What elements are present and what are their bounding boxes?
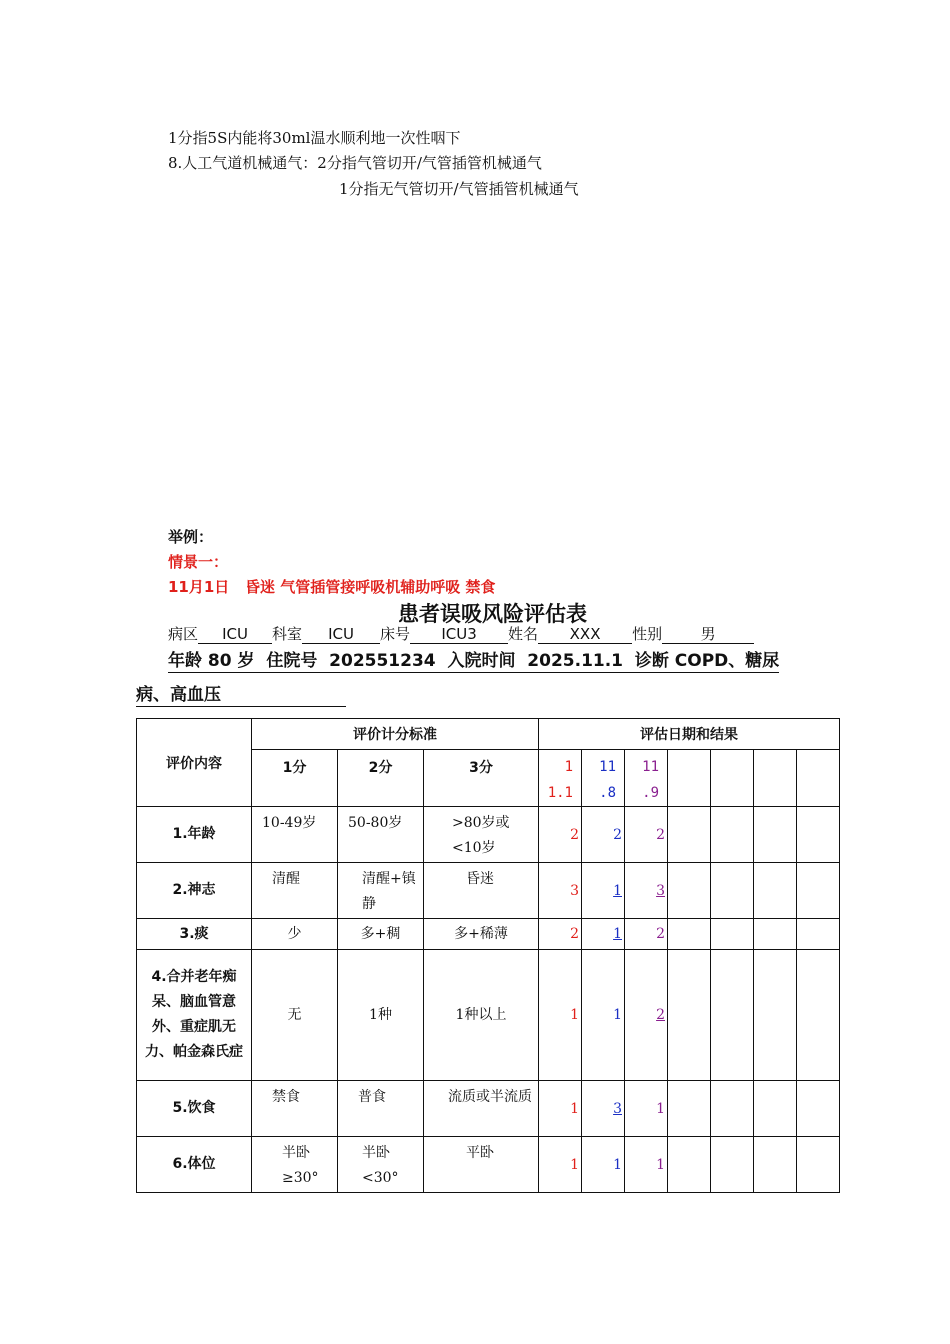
scene-label: 情景一： <box>168 553 229 571</box>
form-title: 患者误吸风险评估表 <box>398 602 587 626</box>
empty-score-cell <box>668 950 711 1081</box>
criteria-3: 多+稀薄 <box>424 919 539 950</box>
criteria-2: 1种 <box>338 950 424 1081</box>
criteria-1: 少 <box>252 919 338 950</box>
score-header-3: 3分 <box>424 750 539 807</box>
example-label: 举例： <box>168 528 214 546</box>
scenario-text: 11月1日 昏迷 气管插管接呼吸机辅助呼吸 禁食 <box>168 578 496 596</box>
row-label-consciousness: 2.神志 <box>137 863 252 919</box>
table-row <box>137 863 840 919</box>
criteria-1: 禁食 <box>252 1081 338 1137</box>
empty-score-cell <box>797 1137 840 1193</box>
score-2: 1 <box>582 1137 625 1193</box>
empty-score-cell <box>754 863 797 919</box>
score-3: 3 <box>625 863 668 919</box>
empty-score-cell <box>668 919 711 950</box>
criteria-1: 无 <box>252 950 338 1081</box>
score-3: 2 <box>625 807 668 863</box>
score-2: 1 <box>582 950 625 1081</box>
empty-score-cell <box>711 1137 754 1193</box>
ward-label: 病区 <box>168 625 199 643</box>
assessment-table <box>136 718 840 1193</box>
name-value: XXX <box>538 625 632 644</box>
date-3-bottom: .9 <box>642 785 659 801</box>
empty-date-cell <box>797 750 840 807</box>
empty-score-cell <box>797 919 840 950</box>
table-row <box>137 950 840 1081</box>
score-2: 1 <box>582 919 625 950</box>
date-3-top: 11 <box>642 759 659 775</box>
criteria-3: 平卧 <box>424 1137 539 1193</box>
standard-header: 评价计分标准 <box>252 719 539 750</box>
row-label-position: 6.体位 <box>137 1137 252 1193</box>
score-1: 1 <box>539 950 582 1081</box>
date-1-bottom: 1.1 <box>547 785 573 801</box>
info-line-1 <box>168 623 754 644</box>
empty-date-cell <box>668 750 711 807</box>
score-3: 1 <box>625 1081 668 1137</box>
table-row <box>137 1081 840 1137</box>
score-1: 2 <box>539 807 582 863</box>
score-1: 1 <box>539 1081 582 1137</box>
empty-score-cell <box>797 1081 840 1137</box>
criteria-2: 半卧<30° <box>338 1137 424 1193</box>
criteria-2: 50-80岁 <box>338 807 424 863</box>
table-row <box>137 919 840 950</box>
empty-score-cell <box>797 807 840 863</box>
criteria-2: 清醒+镇静 <box>338 863 424 919</box>
row-label-sputum: 3.痰 <box>137 919 252 950</box>
intro-line-2: 8.人工气道机械通气：2分指气管切开/气管插管机械通气 <box>168 154 542 172</box>
name-label: 姓名 <box>508 625 539 643</box>
empty-date-cell <box>754 750 797 807</box>
criteria-2: 普食 <box>338 1081 424 1137</box>
empty-date-cell <box>711 750 754 807</box>
empty-score-cell <box>754 1137 797 1193</box>
empty-score-cell <box>711 919 754 950</box>
criteria-3: 1种以上 <box>424 950 539 1081</box>
result-header: 评估日期和结果 <box>539 719 840 750</box>
content-header: 评价内容 <box>137 719 252 807</box>
row-label-diet: 5.饮食 <box>137 1081 252 1137</box>
date-cell-2 <box>582 750 625 807</box>
bed-label: 床号 <box>380 625 411 643</box>
score-1: 3 <box>539 863 582 919</box>
empty-score-cell <box>668 1081 711 1137</box>
dept-value: ICU <box>302 625 380 644</box>
ward-value: ICU <box>198 625 272 644</box>
empty-score-cell <box>754 807 797 863</box>
score-3: 1 <box>625 1137 668 1193</box>
score-2: 3 <box>582 1081 625 1137</box>
criteria-1: 半卧≥30° <box>252 1137 338 1193</box>
info-line-2: 年龄 80 岁 住院号 202551234 入院时间 2025.11.1 诊断 COPD、糖尿 <box>168 651 780 671</box>
score-2: 2 <box>582 807 625 863</box>
empty-score-cell <box>668 807 711 863</box>
intro-line-1: 1分指5S内能将30ml温水顺利地一次性咽下 <box>168 129 461 147</box>
table-row <box>137 1137 840 1193</box>
empty-score-cell <box>754 950 797 1081</box>
bed-value: ICU3 <box>410 625 508 644</box>
sex-value: 男 <box>662 625 754 644</box>
empty-score-cell <box>754 919 797 950</box>
criteria-3: 流质或半流质 <box>424 1081 539 1137</box>
criteria-3: 昏迷 <box>424 863 539 919</box>
score-2: 1 <box>582 863 625 919</box>
empty-score-cell <box>797 950 840 1081</box>
empty-score-cell <box>797 863 840 919</box>
score-1: 1 <box>539 1137 582 1193</box>
date-2-bottom: .8 <box>599 785 616 801</box>
criteria-1: 清醒 <box>252 863 338 919</box>
date-cell-3 <box>625 750 668 807</box>
score-1: 2 <box>539 919 582 950</box>
date-1-top: 1 <box>564 759 573 775</box>
score-3: 2 <box>625 950 668 1081</box>
empty-score-cell <box>668 863 711 919</box>
date-cell-1 <box>539 750 582 807</box>
empty-score-cell <box>711 950 754 1081</box>
empty-score-cell <box>711 863 754 919</box>
info-line-3: 病、高血压 <box>136 685 346 707</box>
score-3: 2 <box>625 919 668 950</box>
empty-score-cell <box>668 1137 711 1193</box>
row-label-age: 1.年龄 <box>137 807 252 863</box>
empty-score-cell <box>754 1081 797 1137</box>
score-header-1: 1分 <box>252 750 338 807</box>
empty-score-cell <box>711 1081 754 1137</box>
intro-line-3: 1分指无气管切开/气管插管机械通气 <box>339 180 579 198</box>
sex-label: 性别 <box>632 625 663 643</box>
criteria-1: 10-49岁 <box>252 807 338 863</box>
criteria-3: >80岁或<10岁 <box>424 807 539 863</box>
date-2-top: 11 <box>599 759 616 775</box>
score-header-2: 2分 <box>338 750 424 807</box>
criteria-2: 多+稠 <box>338 919 424 950</box>
dept-label: 科室 <box>272 625 303 643</box>
row-label-comorbidity: 4.合并老年痴呆、脑血管意外、重症肌无力、帕金森氏症 <box>137 950 252 1081</box>
empty-score-cell <box>711 807 754 863</box>
table-row <box>137 807 840 863</box>
